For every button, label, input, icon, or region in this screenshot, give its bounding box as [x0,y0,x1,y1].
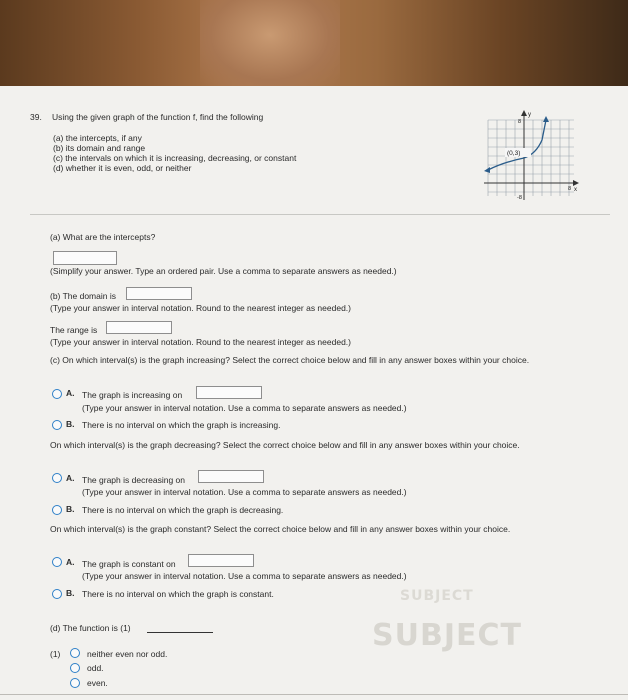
question-part-b: (b) its domain and range [53,143,146,153]
decreasing-choice-a-letter: A. [66,473,75,483]
decreasing-choice-a-text: The graph is decreasing on [82,475,186,485]
question-part-d: (d) whether it is even, odd, or neither [53,163,192,173]
increasing-input[interactable] [196,386,262,399]
question-prompt: Using the given graph of the function f, find the following [52,112,264,122]
constant-choice-a-text: The graph is constant on [82,559,176,569]
decreasing-choice-b-radio[interactable] [52,505,62,515]
increasing-choice-a-letter: A. [66,388,75,398]
watermark-subject: SUBJECT [372,618,522,653]
domain-label: (b) The domain is [50,291,116,301]
increasing-choice-a-text: The graph is increasing on [82,390,183,400]
bottom-divider [0,694,628,695]
constant-choice-b-radio[interactable] [52,589,62,599]
y-axis-label: y [528,112,531,118]
curve-start-arrow [484,167,490,173]
option-odd-text: odd. [87,663,104,673]
decreasing-input[interactable] [198,470,264,483]
increasing-choice-a-instruction: (Type your answer in interval notation. Use a comma to separate answers as needed.) [82,403,407,413]
intercepts-input[interactable] [53,251,117,265]
finger-in-photo [200,0,340,88]
option-even-text: even. [87,678,108,688]
increasing-question: (c) On which interval(s) is the graph increasing? Select the correct choice below and fill in any answer boxes within your choice. [50,355,530,365]
increasing-choice-a-radio[interactable] [52,389,62,399]
constant-input[interactable] [188,554,254,567]
question-part-a: (a) the intercepts, if any [53,133,142,143]
increasing-choice-b-radio[interactable] [52,420,62,430]
question-part-c: (c) the intervals on which it is increasing, decreasing, or constant [53,153,297,163]
part-d-options-prefix: (1) [50,649,61,659]
decreasing-choice-b-text: There is no interval on which the graph is decreasing. [82,505,284,515]
photo-background-top [0,0,628,88]
y-axis-arrow [521,110,527,116]
increasing-choice-b-text: There is no interval on which the graph is increasing. [82,420,281,430]
increasing-choice-b-letter: B. [66,419,75,429]
range-label: The range is [50,325,98,335]
option-odd-radio[interactable] [70,663,80,673]
option-neither-radio[interactable] [70,648,80,658]
part-a-instruction: (Simplify your answer. Type an ordered pair. Use a comma to separate answers as needed.) [50,266,397,276]
domain-input[interactable] [126,287,192,300]
constant-choice-a-instruction: (Type your answer in interval notation. Use a comma to separate answers as needed.) [82,571,407,581]
function-graph [484,110,580,202]
graph-grid [488,120,574,196]
y-tick-label-bottom: -8 [517,195,522,201]
section-divider [30,214,610,215]
constant-choice-b-letter: B. [66,588,75,598]
domain-instruction: (Type your answer in interval notation. Round to the nearest integer as needed.) [50,303,351,313]
constant-question: On which interval(s) is the graph constant? Select the correct choice below and fill in any answer boxes within your choice. [50,524,511,534]
part-a-question: (a) What are the intercepts? [50,232,156,242]
constant-choice-a-letter: A. [66,557,75,567]
x-axis-label: x [574,187,577,193]
option-even-radio[interactable] [70,678,80,688]
decreasing-choice-a-instruction: (Type your answer in interval notation. Use a comma to separate answers as needed.) [82,487,407,497]
x-axis-arrow [573,180,579,186]
decreasing-choice-a-radio[interactable] [52,473,62,483]
part-d-label: (d) The function is (1) [50,623,131,633]
range-instruction: (Type your answer in interval notation. Round to the nearest integer as needed.) [50,337,351,347]
constant-choice-a-radio[interactable] [52,557,62,567]
part-d-answer-blank [147,632,213,633]
constant-choice-b-text: There is no interval on which the graph is constant. [82,589,274,599]
decreasing-choice-b-letter: B. [66,504,75,514]
y-tick-label: 8 [518,119,522,125]
range-input[interactable] [106,321,172,334]
x-tick-label: 8 [568,186,572,192]
option-neither-text: neither even nor odd. [87,649,168,659]
curve-end-arrow [543,116,549,122]
point-label: (0,3) [507,150,521,157]
watermark-subject-faint: SUBJECT [400,588,474,604]
decreasing-question: On which interval(s) is the graph decreasing? Select the correct choice below and fill in any answer boxes within your choice. [50,440,520,450]
question-number: 39. [30,112,42,122]
